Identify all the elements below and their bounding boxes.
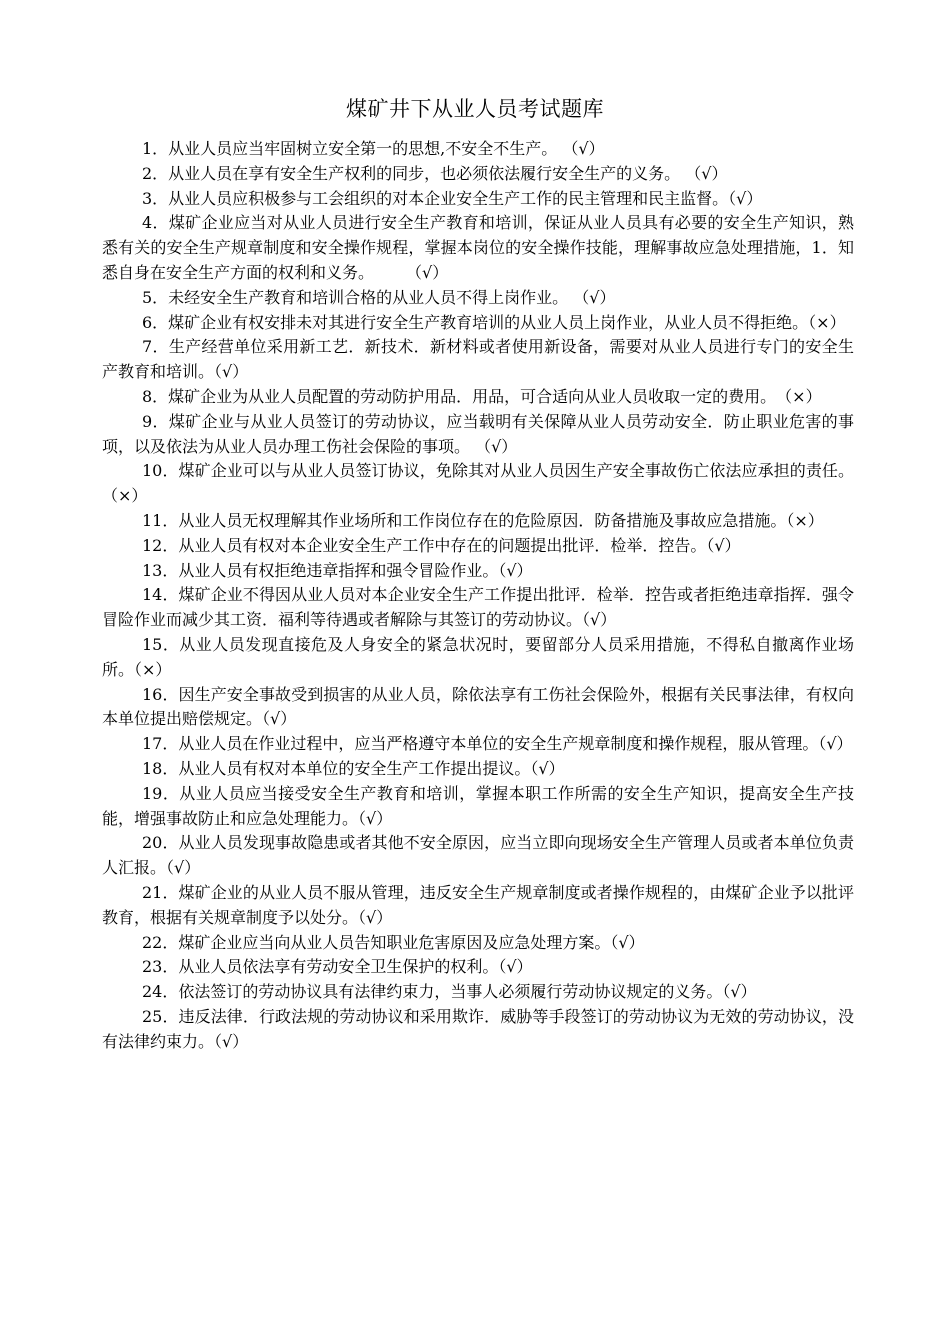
question-item-10: 10．煤矿企业可以与从业人员签订协议，免除其对从业人员因生产安全事故伤亡依法应承担的责任。（×） (102, 461, 854, 506)
question-item-18: 18．从业人员有权对本单位的安全生产工作提出提议。（√） (142, 758, 565, 778)
question-item-20: 20．从业人员发现事故隐患或者其他不安全原因，应当立即向现场安全生产管理人员或者本单位负责人汇报。（√） (102, 833, 854, 878)
question-item-3: 3．从业人员应积极参与工会组织的对本企业安全生产工作的民主管理和民主监督。（√） (142, 188, 763, 208)
question-item-7: 7．生产经营单位采用新工艺．新技术．新材料或者使用新设备，需要对从业人员进行专门的安全生产教育和培训。（√） (102, 337, 854, 382)
question-item-14: 14．煤矿企业不得因从业人员对本企业安全生产工作提出批评．检举．控告或者拒绝违章指挥．强令冒险作业而减少其工资．福利等待遇或者解除与其签订的劳动协议。（√） (102, 585, 854, 630)
question-item-21: 21．煤矿企业的从业人员不服从管理，违反安全生产规章制度或者操作规程的，由煤矿企业予以批评教育，根据有关规章制度予以处分。（√） (102, 882, 854, 927)
question-item-6: 6．煤矿企业有权安排未对其进行安全生产教育培训的从业人员上岗作业，从业人员不得拒绝。（×） (142, 312, 846, 332)
question-item-2: 2．从业人员在享有安全生产权利的同步，也必须依法履行安全生产的义务。 （√） (142, 163, 728, 183)
question-item-8: 8．煤矿企业为从业人员配置的劳动防护用品．用品，可合适向从业人员收取一定的费用。 （×） (142, 386, 822, 406)
question-item-9: 9．煤矿企业与从业人员签订的劳动协议，应当载明有关保障从业人员劳动安全．防止职业危害的事项，以及依法为从业人员办理工伤社会保险的事项。 （√） (102, 411, 854, 456)
question-item-17: 17．从业人员在作业过程中，应当严格遵守本单位的安全生产规章制度和操作规程，服从管理。（√） (142, 734, 853, 754)
question-item-22: 22．煤矿企业应当向从业人员告知职业危害原因及应急处理方案。（√） (142, 932, 645, 952)
question-item-13: 13．从业人员有权拒绝违章指挥和强令冒险作业。（√） (142, 560, 533, 580)
question-item-11: 11．从业人员无权理解其作业场所和工作岗位存在的危险原因．防备措施及事故应急措施。（×） (142, 510, 824, 530)
question-item-24: 24．依法签订的劳动协议具有法律约束力，当事人必须履行劳动协议规定的义务。（√） (142, 982, 757, 1002)
question-item-4: 4．煤矿企业应当对从业人员进行安全生产教育和培训，保证从业人员具有必要的安全生产知识，熟悉有关的安全生产规章制度和安全操作规程，掌握本岗位的安全操作技能，理解事故应急处理措施，1．知悉自身在安全生产方面的权利和义务。 （√） (102, 213, 854, 282)
question-item-23: 23．从业人员依法享有劳动安全卫生保护的权利。（√） (142, 957, 533, 977)
question-item-1: 1．从业人员应当牢固树立安全第一的思想,不安全不生产。 （√） (142, 139, 605, 158)
page-title: 煤矿井下从业人员考试题库 (346, 97, 604, 121)
question-item-19: 19．从业人员应当接受安全生产教育和培训，掌握本职工作所需的安全生产知识，提高安全生产技能，增强事故防止和应急处理能力。（√） (102, 783, 854, 828)
question-item-25: 25．违反法律．行政法规的劳动协议和采用欺诈．威胁等手段签订的劳动协议为无效的劳动协议，没有法律约束力。（√） (102, 1006, 854, 1051)
question-item-15: 15．从业人员发现直接危及人身安全的紧急状况时，要留部分人员采用措施，不得私自撤离作业场所。（×） (102, 634, 854, 679)
question-list (102, 137, 854, 1054)
question-item-16: 16．因生产安全事故受到损害的从业人员，除依法享有工伤社会保险外，根据有关民事法律，有权向本单位提出赔偿规定。（√） (102, 684, 854, 729)
question-item-5: 5．未经安全生产教育和培训合格的从业人员不得上岗作业。 （√） (142, 287, 616, 307)
question-item-12: 12．从业人员有权对本企业安全生产工作中存在的问题提出批评．检举．控告。（√） (142, 535, 741, 555)
